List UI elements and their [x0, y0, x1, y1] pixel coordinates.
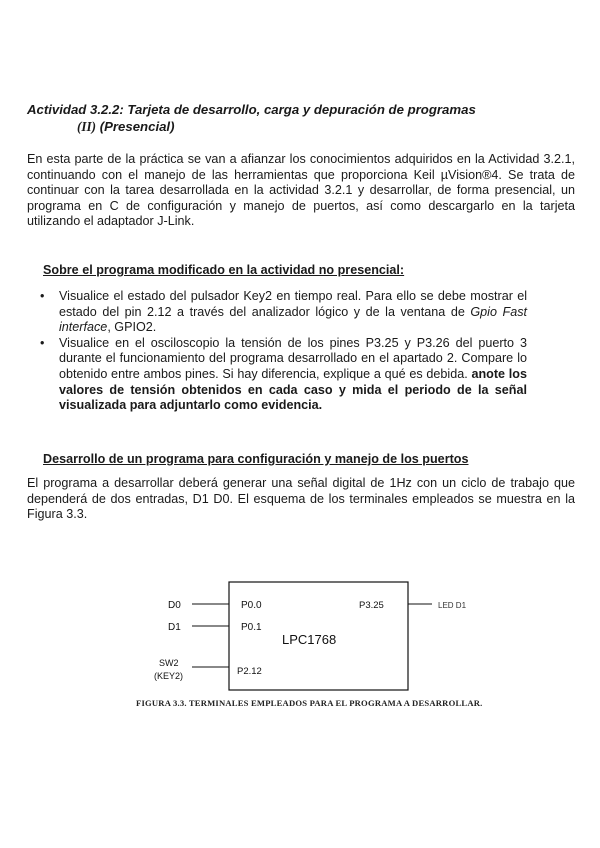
task-1-text: Visualice el estado del pulsador Key2 en tiempo real. Para ello se debe mostrar el estado del pin 2.12 a través del analizador lógico y de la ventana de [59, 289, 527, 319]
output-led-label: LED D1 [438, 601, 467, 610]
bullet-icon: • [40, 335, 45, 350]
activity-heading [27, 101, 587, 135]
pin-p01-label: P0.1 [241, 622, 262, 633]
list-item [27, 336, 527, 414]
figure-caption: FIGURA 3.3. TERMINALES EMPLEADOS PARA EL PROGRAMA A DESARROLLAR. [136, 698, 483, 708]
activity-heading-line1: Actividad 3.2.2: Tarjeta de desarrollo, carga y depuración de programas [27, 102, 476, 117]
input-d1-label: D1 [168, 622, 181, 633]
input-key2-label: (KEY2) [154, 671, 184, 681]
activity-heading-line2 [27, 118, 587, 135]
intro-paragraph: En esta parte de la práctica se van a afianzar los conocimientos adquiridos en la Actividad 3.2.1, continuando con el manejo de las herramientas que proporciona Keil µVision®4. Se trata de continuar con la tarea desarrollada en la actividad 3.2.1 y desarrollar, de forma presencial, un programa en C de configuración y manejo de puertos, así como descargarlo en la tarjeta utilizando el adaptador J-Link. [27, 152, 575, 229]
pin-p00-label: P0.0 [241, 600, 262, 611]
pin-p212-label: P2.12 [237, 666, 262, 677]
task-1-italic: Gpio Fast interface [59, 304, 527, 335]
task-2-bold: anote los valores de tensión obtenidos en cada caso y mida el periodo de la señal visualizada para adjuntarlo como evidencia. [59, 366, 527, 413]
task-2-text: Visualice en el osciloscopio la tensión de los pines P3.25 y P3.26 del puerto 3 durante el funcionamiento del programa desarrollado en el apartado 2. Compare lo obtenido entre ambos pines. Si hay diferencia, explique a qué es debida. [59, 335, 527, 381]
input-d0-label: D0 [168, 600, 181, 611]
program-description: El programa a desarrollar deberá generar una señal digital de 1Hz con un ciclo de trabajo que dependerá de dos entradas, D1 D0. El esquema de los terminales empleados se muestra en la Figura 3.3. [27, 476, 575, 522]
input-sw2-label: SW2 [159, 658, 179, 668]
section-title-port-program: Desarrollo de un programa para configuración y manejo de los puertos [43, 452, 469, 466]
terminal-diagram [0, 560, 600, 700]
task-list [27, 289, 527, 414]
section-title-modified-program: Sobre el programa modificado en la actividad no presencial: [43, 263, 405, 277]
roman-numeral: (II) [77, 119, 97, 134]
bullet-icon: • [40, 289, 45, 303]
task-1-end: , GPIO2. [107, 320, 157, 335]
pin-p325-label: P3.25 [359, 600, 384, 611]
list-item [27, 289, 527, 336]
chip-name: LPC1768 [282, 632, 337, 647]
heading-mode: (Presencial) [96, 119, 175, 134]
